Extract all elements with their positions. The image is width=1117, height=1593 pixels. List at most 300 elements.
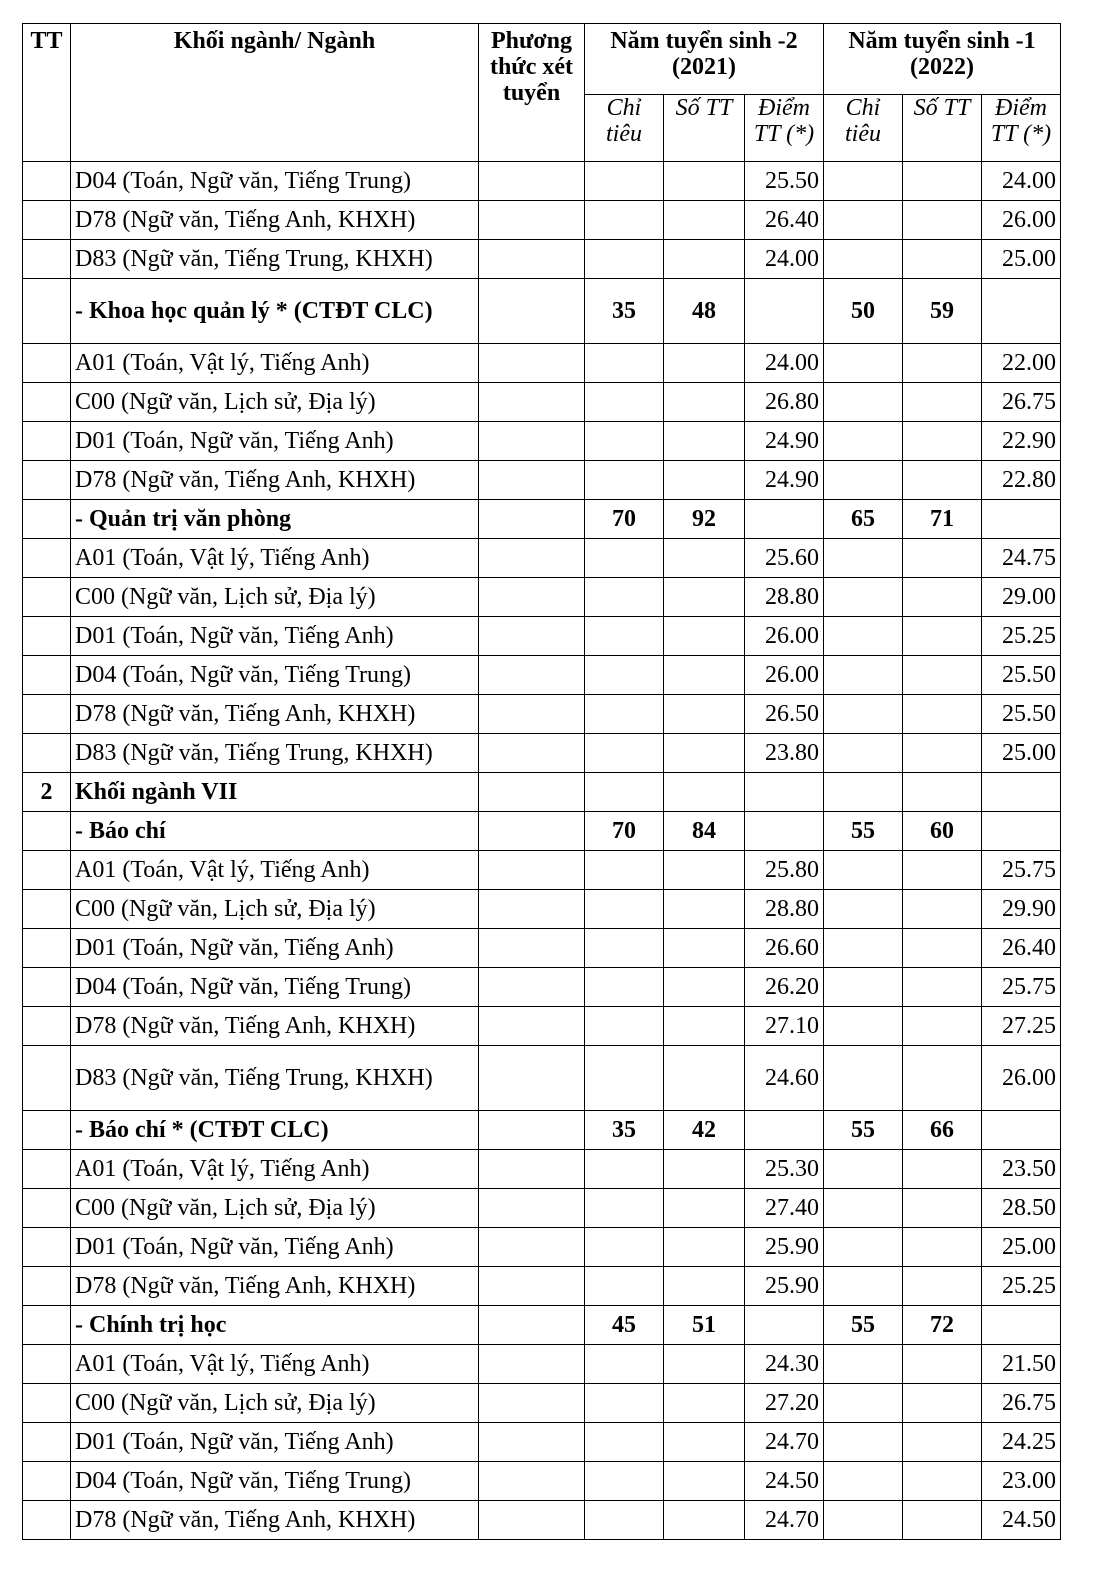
diem-tt-2021-cell: 28.80	[745, 578, 824, 617]
diem-tt-2022-cell: 27.25	[982, 1007, 1061, 1046]
phuong-thuc-cell	[479, 617, 585, 656]
chi-tieu-2021-cell: 45	[585, 1306, 664, 1345]
phuong-thuc-cell	[479, 1345, 585, 1384]
diem-tt-2021-cell	[745, 279, 824, 344]
tt-cell	[23, 162, 71, 201]
table-row	[23, 1007, 1061, 1046]
chi-tieu-2021-cell	[585, 344, 664, 383]
phuong-thuc-cell	[479, 1189, 585, 1228]
nganh-cell: C00 (Ngữ văn, Lịch sử, Địa lý)	[71, 578, 479, 617]
chi-tieu-2022-cell	[824, 968, 903, 1007]
chi-tieu-2021-cell	[585, 1046, 664, 1111]
diem-tt-2021-cell: 26.80	[745, 383, 824, 422]
phuong-thuc-cell	[479, 344, 585, 383]
diem-tt-2022-cell: 25.75	[982, 968, 1061, 1007]
diem-tt-2021-cell: 25.30	[745, 1150, 824, 1189]
so-tt-2021-cell	[664, 240, 745, 279]
so-tt-2022-cell	[903, 851, 982, 890]
so-tt-2021-cell	[664, 1384, 745, 1423]
chi-tieu-2021-cell	[585, 1189, 664, 1228]
header-row-top	[23, 24, 1061, 95]
tt-cell	[23, 1150, 71, 1189]
phuong-thuc-cell	[479, 1501, 585, 1540]
so-tt-2022-cell	[903, 383, 982, 422]
chi-tieu-2022-cell: 55	[824, 812, 903, 851]
table-row	[23, 539, 1061, 578]
diem-tt-2022-cell	[982, 1111, 1061, 1150]
table-row	[23, 1111, 1061, 1150]
so-tt-2021-cell	[664, 422, 745, 461]
diem-tt-2022-cell	[982, 279, 1061, 344]
diem-tt-2022-cell: 29.00	[982, 578, 1061, 617]
table-row	[23, 890, 1061, 929]
chi-tieu-2021-cell	[585, 929, 664, 968]
diem-tt-2021-cell: 27.40	[745, 1189, 824, 1228]
so-tt-2022-cell	[903, 734, 982, 773]
phuong-thuc-cell	[479, 734, 585, 773]
so-tt-2022-cell	[903, 1189, 982, 1228]
diem-tt-2022-cell: 25.50	[982, 695, 1061, 734]
so-tt-2021-cell	[664, 461, 745, 500]
phuong-thuc-cell	[479, 1462, 585, 1501]
tt-cell	[23, 1228, 71, 1267]
table-row	[23, 1150, 1061, 1189]
header-year-2022: Năm tuyển sinh -1 (2022)	[824, 24, 1061, 95]
nganh-cell: D78 (Ngữ văn, Tiếng Anh, KHXH)	[71, 1007, 479, 1046]
chi-tieu-2022-cell	[824, 1423, 903, 1462]
so-tt-2021-cell	[664, 1345, 745, 1384]
table-row	[23, 201, 1061, 240]
chi-tieu-2022-cell: 55	[824, 1111, 903, 1150]
tt-cell	[23, 929, 71, 968]
nganh-cell: D01 (Toán, Ngữ văn, Tiếng Anh)	[71, 1423, 479, 1462]
chi-tieu-2022-cell	[824, 1267, 903, 1306]
diem-tt-2022-cell: 26.00	[982, 1046, 1061, 1111]
table-row	[23, 578, 1061, 617]
so-tt-2022-cell	[903, 1462, 982, 1501]
so-tt-2022-cell	[903, 201, 982, 240]
diem-tt-2022-cell: 26.75	[982, 1384, 1061, 1423]
diem-tt-2021-cell: 27.10	[745, 1007, 824, 1046]
table-row	[23, 929, 1061, 968]
diem-tt-2022-cell	[982, 812, 1061, 851]
chi-tieu-2021-cell	[585, 461, 664, 500]
table-row	[23, 1189, 1061, 1228]
so-tt-2021-cell	[664, 539, 745, 578]
table-row	[23, 461, 1061, 500]
so-tt-2021-cell	[664, 1228, 745, 1267]
phuong-thuc-cell	[479, 1228, 585, 1267]
header-diem-tt-2021: Điểm TT (*)	[745, 95, 824, 162]
header-diem-tt-2022: Điểm TT (*)	[982, 95, 1061, 162]
chi-tieu-2021-cell	[585, 656, 664, 695]
tt-cell	[23, 1007, 71, 1046]
diem-tt-2021-cell: 25.80	[745, 851, 824, 890]
diem-tt-2022-cell: 25.75	[982, 851, 1061, 890]
phuong-thuc-cell	[479, 773, 585, 812]
nganh-cell: C00 (Ngữ văn, Lịch sử, Địa lý)	[71, 890, 479, 929]
phuong-thuc-cell	[479, 539, 585, 578]
diem-tt-2021-cell: 28.80	[745, 890, 824, 929]
nganh-cell: D04 (Toán, Ngữ văn, Tiếng Trung)	[71, 656, 479, 695]
chi-tieu-2021-cell	[585, 422, 664, 461]
so-tt-2021-cell: 92	[664, 500, 745, 539]
so-tt-2022-cell	[903, 617, 982, 656]
so-tt-2022-cell	[903, 773, 982, 812]
diem-tt-2022-cell: 25.00	[982, 240, 1061, 279]
so-tt-2021-cell	[664, 344, 745, 383]
chi-tieu-2021-cell	[585, 1501, 664, 1540]
chi-tieu-2021-cell	[585, 162, 664, 201]
chi-tieu-2021-cell	[585, 773, 664, 812]
phuong-thuc-cell	[479, 1306, 585, 1345]
so-tt-2022-cell	[903, 1267, 982, 1306]
chi-tieu-2021-cell	[585, 1150, 664, 1189]
tt-cell	[23, 1462, 71, 1501]
tt-cell	[23, 279, 71, 344]
header-tt: TT	[23, 24, 71, 162]
chi-tieu-2021-cell	[585, 851, 664, 890]
table-row	[23, 695, 1061, 734]
diem-tt-2021-cell	[745, 1306, 824, 1345]
table-row	[23, 1306, 1061, 1345]
header-so-tt-2021: Số TT	[664, 95, 745, 162]
table-row	[23, 1384, 1061, 1423]
phuong-thuc-cell	[479, 201, 585, 240]
nganh-cell: D83 (Ngữ văn, Tiếng Trung, KHXH)	[71, 1046, 479, 1111]
so-tt-2022-cell	[903, 929, 982, 968]
so-tt-2021-cell	[664, 1501, 745, 1540]
diem-tt-2021-cell: 24.00	[745, 344, 824, 383]
nganh-cell: D78 (Ngữ văn, Tiếng Anh, KHXH)	[71, 461, 479, 500]
phuong-thuc-cell	[479, 890, 585, 929]
table-row	[23, 500, 1061, 539]
table-row	[23, 1501, 1061, 1540]
diem-tt-2021-cell: 26.60	[745, 929, 824, 968]
chi-tieu-2021-cell	[585, 1462, 664, 1501]
chi-tieu-2022-cell: 50	[824, 279, 903, 344]
diem-tt-2022-cell: 22.90	[982, 422, 1061, 461]
tt-cell	[23, 344, 71, 383]
tt-cell	[23, 617, 71, 656]
diem-tt-2022-cell: 26.00	[982, 201, 1061, 240]
table-body	[23, 162, 1061, 1540]
chi-tieu-2022-cell	[824, 617, 903, 656]
so-tt-2021-cell	[664, 656, 745, 695]
so-tt-2021-cell	[664, 890, 745, 929]
so-tt-2022-cell	[903, 695, 982, 734]
diem-tt-2021-cell	[745, 500, 824, 539]
table-row	[23, 422, 1061, 461]
diem-tt-2022-cell: 28.50	[982, 1189, 1061, 1228]
table-row	[23, 240, 1061, 279]
table-row	[23, 279, 1061, 344]
chi-tieu-2022-cell	[824, 1384, 903, 1423]
diem-tt-2021-cell: 24.60	[745, 1046, 824, 1111]
so-tt-2021-cell	[664, 851, 745, 890]
phuong-thuc-cell	[479, 695, 585, 734]
nganh-cell: - Khoa học quản lý * (CTĐT CLC)	[71, 279, 479, 344]
nganh-cell: C00 (Ngữ văn, Lịch sử, Địa lý)	[71, 383, 479, 422]
chi-tieu-2022-cell	[824, 201, 903, 240]
table-row	[23, 1345, 1061, 1384]
admission-table-container	[22, 23, 1061, 1540]
chi-tieu-2022-cell	[824, 461, 903, 500]
tt-cell	[23, 461, 71, 500]
so-tt-2022-cell	[903, 890, 982, 929]
tt-cell	[23, 578, 71, 617]
so-tt-2021-cell	[664, 1046, 745, 1111]
so-tt-2022-cell	[903, 656, 982, 695]
phuong-thuc-cell	[479, 1150, 585, 1189]
chi-tieu-2022-cell	[824, 890, 903, 929]
tt-cell	[23, 240, 71, 279]
chi-tieu-2022-cell	[824, 1462, 903, 1501]
so-tt-2022-cell	[903, 422, 982, 461]
so-tt-2021-cell: 51	[664, 1306, 745, 1345]
so-tt-2022-cell	[903, 1150, 982, 1189]
phuong-thuc-cell	[479, 656, 585, 695]
so-tt-2021-cell	[664, 734, 745, 773]
diem-tt-2021-cell: 25.50	[745, 162, 824, 201]
diem-tt-2021-cell: 26.00	[745, 617, 824, 656]
so-tt-2021-cell	[664, 773, 745, 812]
so-tt-2021-cell	[664, 968, 745, 1007]
table-row	[23, 1046, 1061, 1111]
table-row	[23, 656, 1061, 695]
diem-tt-2022-cell: 25.25	[982, 1267, 1061, 1306]
diem-tt-2021-cell: 24.90	[745, 422, 824, 461]
chi-tieu-2022-cell	[824, 1150, 903, 1189]
so-tt-2022-cell	[903, 539, 982, 578]
nganh-cell: Khối ngành VII	[71, 773, 479, 812]
so-tt-2021-cell: 48	[664, 279, 745, 344]
table-row	[23, 344, 1061, 383]
so-tt-2022-cell	[903, 344, 982, 383]
phuong-thuc-cell	[479, 422, 585, 461]
chi-tieu-2022-cell	[824, 383, 903, 422]
diem-tt-2021-cell	[745, 773, 824, 812]
nganh-cell: D04 (Toán, Ngữ văn, Tiếng Trung)	[71, 968, 479, 1007]
chi-tieu-2022-cell: 55	[824, 1306, 903, 1345]
diem-tt-2022-cell: 24.25	[982, 1423, 1061, 1462]
tt-cell	[23, 1111, 71, 1150]
chi-tieu-2022-cell	[824, 1228, 903, 1267]
so-tt-2022-cell	[903, 1423, 982, 1462]
nganh-cell: D78 (Ngữ văn, Tiếng Anh, KHXH)	[71, 201, 479, 240]
phuong-thuc-cell	[479, 929, 585, 968]
so-tt-2022-cell: 72	[903, 1306, 982, 1345]
so-tt-2021-cell	[664, 695, 745, 734]
diem-tt-2022-cell: 26.75	[982, 383, 1061, 422]
so-tt-2022-cell: 59	[903, 279, 982, 344]
nganh-cell: D01 (Toán, Ngữ văn, Tiếng Anh)	[71, 1228, 479, 1267]
diem-tt-2021-cell: 26.20	[745, 968, 824, 1007]
tt-cell	[23, 201, 71, 240]
nganh-cell: A01 (Toán, Vật lý, Tiếng Anh)	[71, 539, 479, 578]
diem-tt-2022-cell: 22.80	[982, 461, 1061, 500]
diem-tt-2022-cell: 24.75	[982, 539, 1061, 578]
chi-tieu-2022-cell	[824, 1046, 903, 1111]
tt-cell	[23, 500, 71, 539]
diem-tt-2021-cell: 25.90	[745, 1267, 824, 1306]
diem-tt-2021-cell: 24.50	[745, 1462, 824, 1501]
diem-tt-2022-cell: 24.00	[982, 162, 1061, 201]
nganh-cell: D83 (Ngữ văn, Tiếng Trung, KHXH)	[71, 240, 479, 279]
chi-tieu-2021-cell	[585, 734, 664, 773]
phuong-thuc-cell	[479, 500, 585, 539]
chi-tieu-2021-cell	[585, 695, 664, 734]
table-row	[23, 851, 1061, 890]
tt-cell	[23, 734, 71, 773]
so-tt-2022-cell	[903, 461, 982, 500]
diem-tt-2022-cell	[982, 500, 1061, 539]
phuong-thuc-cell	[479, 851, 585, 890]
diem-tt-2021-cell: 24.30	[745, 1345, 824, 1384]
tt-cell	[23, 656, 71, 695]
nganh-cell: D04 (Toán, Ngữ văn, Tiếng Trung)	[71, 1462, 479, 1501]
so-tt-2021-cell	[664, 1007, 745, 1046]
chi-tieu-2021-cell	[585, 201, 664, 240]
chi-tieu-2022-cell	[824, 1189, 903, 1228]
chi-tieu-2022-cell	[824, 734, 903, 773]
diem-tt-2022-cell	[982, 773, 1061, 812]
diem-tt-2021-cell: 23.80	[745, 734, 824, 773]
table-row	[23, 773, 1061, 812]
nganh-cell: D04 (Toán, Ngữ văn, Tiếng Trung)	[71, 162, 479, 201]
diem-tt-2021-cell: 25.90	[745, 1228, 824, 1267]
chi-tieu-2022-cell	[824, 929, 903, 968]
so-tt-2022-cell	[903, 1384, 982, 1423]
nganh-cell: D78 (Ngữ văn, Tiếng Anh, KHXH)	[71, 1501, 479, 1540]
diem-tt-2021-cell: 24.70	[745, 1501, 824, 1540]
phuong-thuc-cell	[479, 968, 585, 1007]
chi-tieu-2021-cell	[585, 1423, 664, 1462]
so-tt-2022-cell: 71	[903, 500, 982, 539]
chi-tieu-2021-cell: 35	[585, 1111, 664, 1150]
nganh-cell: C00 (Ngữ văn, Lịch sử, Địa lý)	[71, 1189, 479, 1228]
so-tt-2022-cell: 60	[903, 812, 982, 851]
header-year-2021: Năm tuyển sinh -2 (2021)	[585, 24, 824, 95]
table-row	[23, 968, 1061, 1007]
so-tt-2021-cell	[664, 1189, 745, 1228]
table-row	[23, 383, 1061, 422]
nganh-cell: D01 (Toán, Ngữ văn, Tiếng Anh)	[71, 929, 479, 968]
table-row	[23, 1228, 1061, 1267]
phuong-thuc-cell	[479, 1267, 585, 1306]
tt-cell	[23, 1189, 71, 1228]
chi-tieu-2022-cell	[824, 344, 903, 383]
table-row	[23, 1423, 1061, 1462]
so-tt-2021-cell	[664, 1462, 745, 1501]
chi-tieu-2022-cell	[824, 695, 903, 734]
diem-tt-2022-cell: 23.50	[982, 1150, 1061, 1189]
diem-tt-2022-cell: 25.50	[982, 656, 1061, 695]
diem-tt-2022-cell: 25.00	[982, 1228, 1061, 1267]
tt-cell	[23, 890, 71, 929]
chi-tieu-2021-cell	[585, 383, 664, 422]
diem-tt-2022-cell: 25.00	[982, 734, 1061, 773]
tt-cell	[23, 383, 71, 422]
phuong-thuc-cell	[479, 279, 585, 344]
table-row	[23, 1462, 1061, 1501]
phuong-thuc-cell	[479, 240, 585, 279]
diem-tt-2021-cell: 24.90	[745, 461, 824, 500]
chi-tieu-2021-cell: 35	[585, 279, 664, 344]
phuong-thuc-cell	[479, 383, 585, 422]
chi-tieu-2022-cell	[824, 656, 903, 695]
tt-cell	[23, 1345, 71, 1384]
chi-tieu-2021-cell	[585, 240, 664, 279]
nganh-cell: A01 (Toán, Vật lý, Tiếng Anh)	[71, 1150, 479, 1189]
so-tt-2021-cell	[664, 1423, 745, 1462]
chi-tieu-2022-cell	[824, 851, 903, 890]
header-phuong-thuc: Phương thức xét tuyển	[479, 24, 585, 162]
nganh-cell: - Quản trị văn phòng	[71, 500, 479, 539]
chi-tieu-2021-cell	[585, 968, 664, 1007]
phuong-thuc-cell	[479, 1423, 585, 1462]
tt-cell	[23, 539, 71, 578]
nganh-cell: A01 (Toán, Vật lý, Tiếng Anh)	[71, 344, 479, 383]
diem-tt-2022-cell: 23.00	[982, 1462, 1061, 1501]
chi-tieu-2021-cell	[585, 539, 664, 578]
tt-cell: 2	[23, 773, 71, 812]
chi-tieu-2022-cell	[824, 539, 903, 578]
table-row	[23, 1267, 1061, 1306]
chi-tieu-2021-cell	[585, 617, 664, 656]
diem-tt-2021-cell: 27.20	[745, 1384, 824, 1423]
diem-tt-2022-cell: 22.00	[982, 344, 1061, 383]
phuong-thuc-cell	[479, 1046, 585, 1111]
chi-tieu-2021-cell	[585, 578, 664, 617]
phuong-thuc-cell	[479, 162, 585, 201]
diem-tt-2022-cell: 21.50	[982, 1345, 1061, 1384]
table-row	[23, 162, 1061, 201]
chi-tieu-2021-cell	[585, 890, 664, 929]
nganh-cell: D78 (Ngữ văn, Tiếng Anh, KHXH)	[71, 695, 479, 734]
nganh-cell: - Báo chí * (CTĐT CLC)	[71, 1111, 479, 1150]
so-tt-2022-cell	[903, 1046, 982, 1111]
header-so-tt-2022: Số TT	[903, 95, 982, 162]
so-tt-2021-cell	[664, 617, 745, 656]
so-tt-2022-cell	[903, 968, 982, 1007]
diem-tt-2021-cell: 25.60	[745, 539, 824, 578]
chi-tieu-2022-cell	[824, 1345, 903, 1384]
phuong-thuc-cell	[479, 1384, 585, 1423]
phuong-thuc-cell	[479, 1111, 585, 1150]
chi-tieu-2022-cell	[824, 162, 903, 201]
chi-tieu-2022-cell: 65	[824, 500, 903, 539]
so-tt-2021-cell	[664, 929, 745, 968]
so-tt-2022-cell	[903, 240, 982, 279]
nganh-cell: D01 (Toán, Ngữ văn, Tiếng Anh)	[71, 617, 479, 656]
tt-cell	[23, 1501, 71, 1540]
table-row	[23, 812, 1061, 851]
diem-tt-2021-cell: 24.00	[745, 240, 824, 279]
nganh-cell: C00 (Ngữ văn, Lịch sử, Địa lý)	[71, 1384, 479, 1423]
tt-cell	[23, 695, 71, 734]
tt-cell	[23, 1423, 71, 1462]
so-tt-2022-cell	[903, 1345, 982, 1384]
so-tt-2022-cell	[903, 1007, 982, 1046]
tt-cell	[23, 812, 71, 851]
nganh-cell: - Báo chí	[71, 812, 479, 851]
diem-tt-2022-cell: 29.90	[982, 890, 1061, 929]
chi-tieu-2021-cell	[585, 1267, 664, 1306]
so-tt-2021-cell	[664, 383, 745, 422]
tt-cell	[23, 1306, 71, 1345]
nganh-cell: - Chính trị học	[71, 1306, 479, 1345]
